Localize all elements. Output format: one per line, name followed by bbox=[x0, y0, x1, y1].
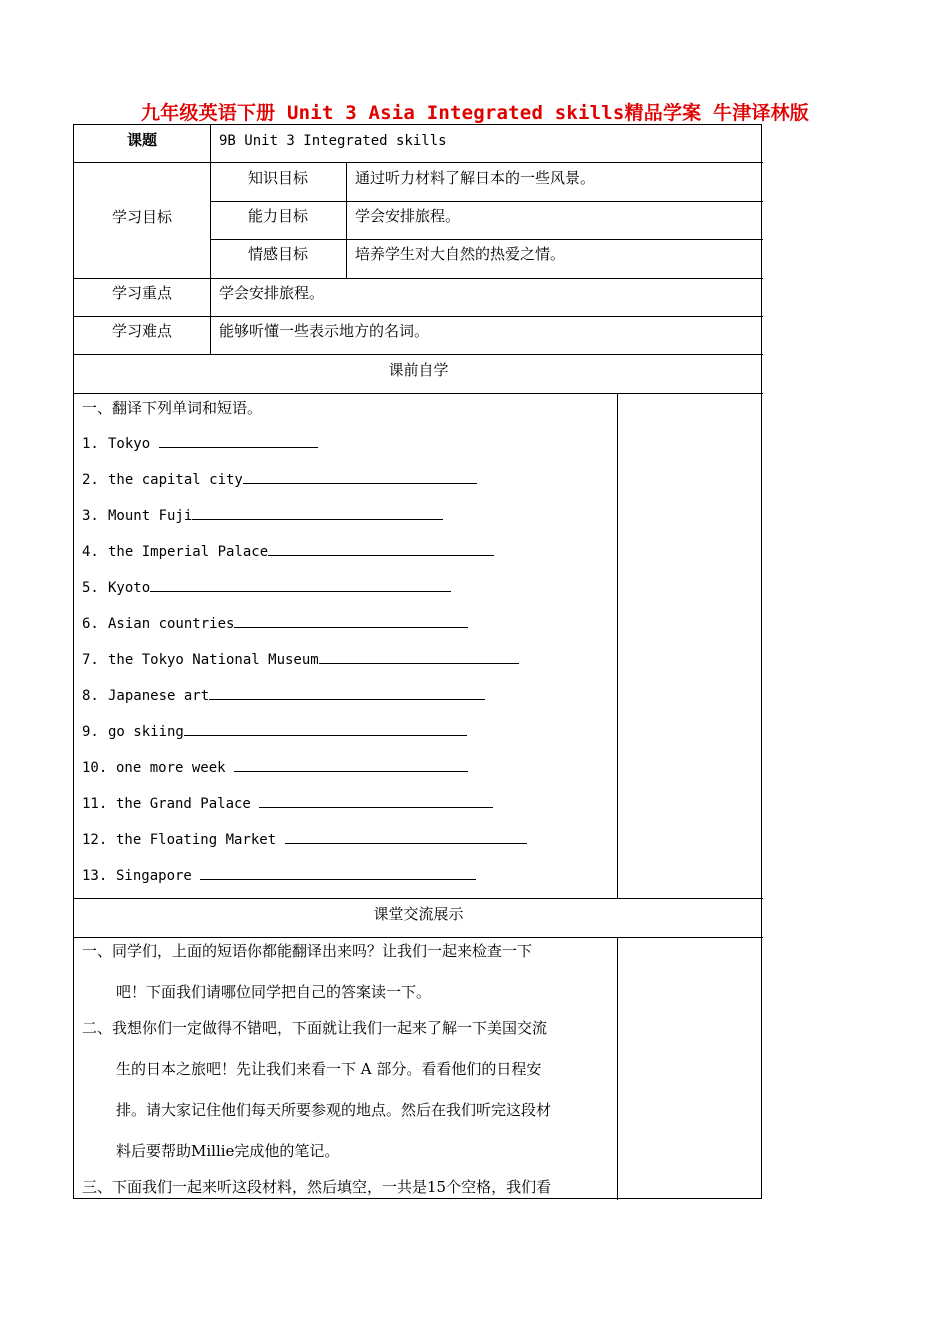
vocab-text: one more week bbox=[116, 760, 235, 776]
vocab-text: the Grand Palace bbox=[116, 796, 260, 812]
answer-blank[interactable] bbox=[243, 471, 477, 484]
classroom-paragraph-1-line-1: 一、同学们，上面的短语你都能翻译出来吗？让我们一起来检查一下 bbox=[82, 942, 533, 960]
classroom-paragraph-2-line-4: 料后要帮助Millie完成他的笔记。 bbox=[116, 1142, 340, 1160]
preview-heading: 课前自学 bbox=[388, 361, 449, 379]
answer-blank[interactable] bbox=[192, 507, 443, 520]
answer-blank[interactable] bbox=[150, 579, 451, 592]
classroom-paragraph-3-line-1: 三、下面我们一起来听这段材料，然后填空，一共是15个空格，我们看 bbox=[82, 1178, 552, 1196]
vocab-text: the Imperial Palace bbox=[108, 544, 269, 560]
answer-blank[interactable] bbox=[319, 651, 519, 664]
column-divider bbox=[617, 937, 618, 1200]
column-divider bbox=[346, 162, 347, 278]
answer-blank[interactable] bbox=[285, 831, 527, 844]
vocab-item bbox=[82, 687, 485, 705]
vocab-item bbox=[82, 579, 451, 597]
answer-blank[interactable] bbox=[234, 615, 468, 628]
vocab-number: 13. bbox=[82, 868, 108, 884]
goal-type-ability: 能力目标 bbox=[247, 207, 308, 225]
goal-type-emotion: 情感目标 bbox=[247, 245, 308, 263]
vocab-number: 5. bbox=[82, 580, 99, 596]
vocab-text: the capital city bbox=[108, 472, 243, 488]
vocab-number: 6. bbox=[82, 616, 99, 632]
vocab-item bbox=[82, 543, 494, 561]
vocab-number: 11. bbox=[82, 796, 108, 812]
vocab-text: Kyoto bbox=[108, 580, 151, 596]
answer-blank[interactable] bbox=[159, 435, 318, 448]
goal-type-knowledge: 知识目标 bbox=[247, 169, 308, 187]
vocab-number: 9. bbox=[82, 724, 99, 740]
vocab-number: 3. bbox=[82, 508, 99, 524]
answer-blank[interactable] bbox=[200, 867, 476, 880]
classroom-paragraph-1-line-2: 吧！下面我们请哪位同学把自己的答案读一下。 bbox=[116, 983, 432, 1001]
vocab-number: 10. bbox=[82, 760, 108, 776]
row-divider bbox=[74, 316, 763, 317]
key-value: 学会安排旅程。 bbox=[219, 284, 325, 302]
vocab-item bbox=[82, 795, 493, 813]
vocab-text: Singapore bbox=[116, 868, 201, 884]
vocab-text: the Tokyo National Museum bbox=[108, 652, 319, 668]
difficulty-value: 能够听懂一些表示地方的名词。 bbox=[219, 322, 430, 340]
vocab-number: 8. bbox=[82, 688, 99, 704]
topic-label: 课题 bbox=[126, 131, 157, 149]
row-divider bbox=[74, 898, 763, 899]
vocab-item bbox=[82, 651, 519, 669]
vocab-item bbox=[82, 831, 527, 849]
vocab-text: the Floating Market bbox=[116, 832, 285, 848]
vocab-item bbox=[82, 507, 443, 525]
goals-label: 学习目标 bbox=[111, 208, 172, 226]
preview-instruction: 一、翻译下列单词和短语。 bbox=[82, 399, 263, 417]
vocab-text: Mount Fuji bbox=[108, 508, 193, 524]
row-divider bbox=[210, 239, 763, 240]
vocab-text: Japanese art bbox=[108, 688, 210, 704]
classroom-paragraph-2-line-2: 生的日本之旅吧！先让我们来看一下 A 部分。看看他们的日程安 bbox=[116, 1060, 542, 1078]
row-divider bbox=[74, 937, 763, 938]
classroom-paragraph-2-line-3: 排。请大家记住他们每天所要参观的地点。然后在我们听完这段材 bbox=[116, 1101, 552, 1119]
vocab-text: go skiing bbox=[108, 724, 184, 740]
answer-blank[interactable] bbox=[259, 795, 493, 808]
vocab-text: Asian countries bbox=[108, 616, 235, 632]
row-divider bbox=[74, 162, 763, 163]
vocab-item bbox=[82, 615, 468, 633]
vocab-item bbox=[82, 759, 468, 777]
answer-blank[interactable] bbox=[184, 723, 467, 736]
column-divider bbox=[617, 393, 618, 898]
answer-blank[interactable] bbox=[268, 543, 494, 556]
vocab-number: 12. bbox=[82, 832, 108, 848]
topic-value: 9B Unit 3 Integrated skills bbox=[219, 133, 447, 149]
lesson-plan-table bbox=[73, 124, 762, 1199]
goal-text-knowledge: 通过听力材料了解日本的一些风景。 bbox=[355, 169, 596, 187]
vocab-number: 2. bbox=[82, 472, 99, 488]
vocab-item bbox=[82, 867, 476, 885]
answer-blank[interactable] bbox=[209, 687, 485, 700]
vocab-item bbox=[82, 723, 467, 741]
vocab-number: 4. bbox=[82, 544, 99, 560]
classroom-heading: 课堂交流展示 bbox=[373, 905, 464, 923]
row-divider bbox=[74, 354, 763, 355]
vocab-number: 1. bbox=[82, 436, 99, 452]
vocab-item bbox=[82, 471, 477, 489]
column-divider bbox=[210, 125, 211, 354]
classroom-paragraph-2-line-1: 二、我想你们一定做得不错吧，下面就让我们一起来了解一下美国交流 bbox=[82, 1019, 548, 1037]
vocab-number: 7. bbox=[82, 652, 99, 668]
difficulty-label: 学习难点 bbox=[111, 322, 172, 340]
row-divider bbox=[74, 393, 763, 394]
goal-text-ability: 学会安排旅程。 bbox=[355, 207, 461, 225]
goal-text-emotion: 培养学生对大自然的热爱之情。 bbox=[355, 245, 566, 263]
vocab-item bbox=[82, 435, 318, 453]
vocab-text: Tokyo bbox=[108, 436, 159, 452]
document-title: 九年级英语下册 Unit 3 Asia Integrated skills精品学案 牛津译林版 bbox=[140, 102, 809, 124]
row-divider bbox=[210, 201, 763, 202]
row-divider bbox=[74, 278, 763, 279]
answer-blank[interactable] bbox=[234, 759, 468, 772]
key-label: 学习重点 bbox=[111, 284, 172, 302]
